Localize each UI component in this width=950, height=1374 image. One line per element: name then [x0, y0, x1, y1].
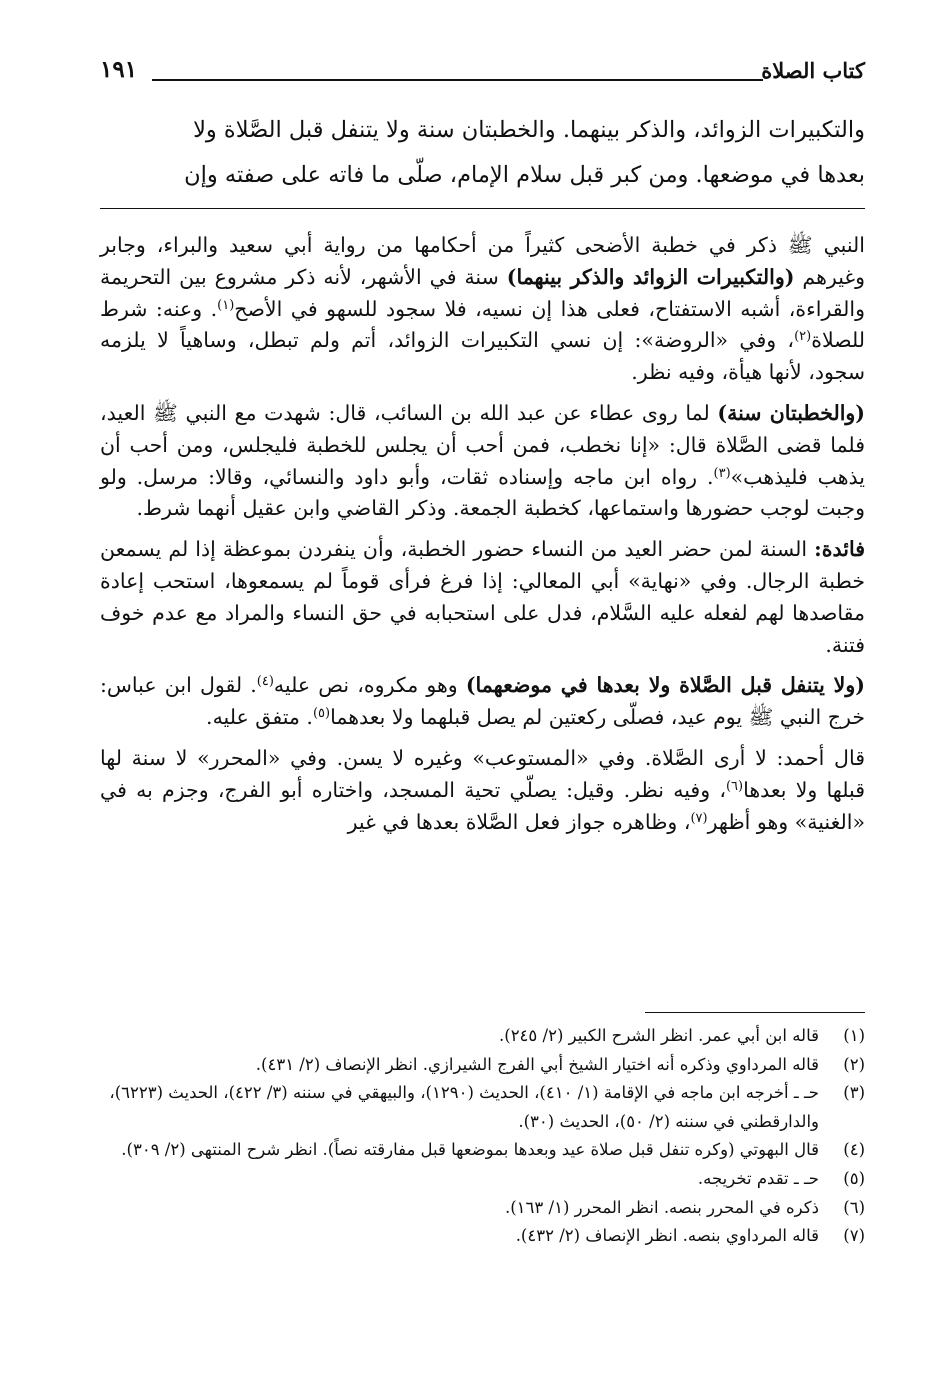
commentary-text: . متفق عليه. [206, 705, 313, 730]
running-header [100, 52, 865, 92]
footnote-number: (٥) [843, 1168, 865, 1188]
footnote-text: قال البهوتي (وكره تنفل قبل صلاة عيد وبعدها بموضعها قبل مفارقته نصاً). انظر شرح المنتهى (٢/ ٣٠٩). [121, 1140, 819, 1160]
commentary-text: . رواه ابن ماجه وإسناده ثقات، وأبو داود والنسائي، وقالا: مرسل. ولو وجبت لوجب حضورها واستماعها، كخطبة الجمعة. وذكر القاضي وابن عقيل أنهما شرط. [100, 464, 865, 521]
footnote-text: حـ ـ أخرجه ابن ماجه في الإقامة (١/ ٤١٠)، الحديث (١٢٩٠)، والبيهقي في سننه (٣/ ٤٢٢)، الحديث (٦٢٢٣)، والدارقطني في سننه (٢/ ٥٠)، الحديث (٣٠). [109, 1083, 819, 1131]
matn-quote: فائدة: [814, 537, 865, 562]
main-text-line: والتكبيرات الزوائد، والذكر بينهما. والخطبتان سنة ولا يتنفل قبل الصَّلاة ولا [193, 117, 865, 143]
commentary-paragraph [100, 670, 865, 734]
commentary-section [100, 230, 865, 847]
commentary-text: . وعنه: شرط للصلاة [100, 296, 865, 353]
footnote-text: ذكره في المحرر بنصه. انظر المحرر (١/ ١٦٣). [504, 1197, 819, 1217]
footnote [100, 1165, 865, 1194]
footnote-marker: (٦) [725, 778, 744, 794]
page-number: ١٩١ [100, 56, 138, 83]
footnote [100, 1051, 865, 1080]
commentary-text: . لقول ابن عباس: خرج النبي ﷺ يوم عيد، فصلّى ركعتين لم يصل قبلهما ولا بعدهما [100, 673, 865, 730]
footnote-number: (٢) [843, 1054, 865, 1074]
text-separator [100, 208, 865, 209]
footnote-separator [645, 1012, 865, 1013]
commentary-paragraph [100, 743, 865, 838]
matn-quote: (والتكبيرات الزوائد والذكر بينهما) [506, 264, 795, 289]
commentary-text: سنة في الأشهر، لأنه ذكر مشروع بين التحريمة والقراءة، أشبه الاستفتاح، فعلى هذا إن نسيه، فلا سجود للسهو في الأصح [100, 264, 865, 321]
footnote-text: قاله المرداوي بنصه. انظر الإنصاف (٢/ ٤٣٢). [515, 1226, 819, 1246]
footnote-marker: (٤) [256, 674, 274, 690]
commentary-text: ، وفي «الروضة»: إن نسي التكبيرات الزوائد، أتم ولم تبطل، وساهياً لا يلزمه سجود، لأنها هيأة، وفيه نظر. [100, 328, 865, 385]
footnote-number: (٧) [843, 1226, 865, 1246]
commentary-text: ، وظاهره جواز فعل الصَّلاة بعدها في غير [347, 809, 691, 834]
commentary-text: لما روى عطاء عن عبد الله بن السائب، قال: شهدت مع النبي ﷺ العيد، فلما قضى الصَّلاة قال: «إنا نخطب، فمن أحب أن يجلس للخطبة فليجلس، ومن أحب أن يذهب فليذهب» [100, 400, 865, 489]
footnote-text: حـ ـ تقدم تخريجه. [697, 1168, 819, 1188]
footnotes-section [100, 1022, 865, 1251]
commentary-text: السنة لمن حضر العيد من النساء حضور الخطبة، وأن ينفردن بموعظة إذا لم يسمعن خطبة الرجال. وفي «نهاية» أبي المعالي: إذا فرغ فرأى قوماً لم يسمعوها، استحب إعادة مقاصدها لهم لفعله عليه السَّلام، فدل على استحبابه في حق النساء والمراد مع عدم خوف فتنة. [100, 537, 865, 657]
footnote-number: (٣) [843, 1083, 865, 1103]
footnote-text: قاله ابن أبي عمر. انظر الشرح الكبير (٢/ ٢٤٥). [499, 1026, 819, 1045]
footnote [100, 1222, 865, 1251]
commentary-text: قال أحمد: لا أرى الصَّلاة. وفي «المستوعب» وغيره لا يسن. وفي «المحرر» لا سنة لها قبلها ولا بعدها [100, 745, 865, 802]
footnote-number: (٤) [843, 1140, 865, 1160]
footnote-marker: (١) [217, 297, 235, 313]
footnote [100, 1136, 865, 1165]
footnote-number: (٦) [843, 1197, 865, 1217]
footnote-marker: (٧) [690, 810, 708, 826]
footnote-marker: (٣) [713, 465, 731, 481]
commentary-text: ، وفيه نظر. وقيل: يصلّي تحية المسجد، واختاره أبو الفرج، وجزم به في «الغنية» وهو أظهر [100, 777, 865, 834]
commentary-text: وهو مكروه، نص عليه [273, 673, 466, 698]
matn-quote: (ولا يتنفل قبل الصَّلاة ولا بعدها في موضعهما) [465, 673, 865, 698]
main-text [100, 108, 865, 198]
footnote-text: قاله المرداوي وذكره أنه اختيار الشيخ أبي الفرج الشيرازي. انظر الإنصاف (٢/ ٤٣١). [255, 1054, 819, 1074]
book-title: كتاب الصلاة [761, 58, 865, 83]
footnote-marker: (٢) [794, 329, 812, 345]
footnote [100, 1079, 865, 1136]
footnote-marker: (٥) [312, 706, 331, 722]
commentary-text: النبي ﷺ ذكر في خطبة الأضحى كثيراً من أحكامها من رواية أبي سعيد والبراء، وجابر وغيرهم [100, 233, 865, 289]
main-text-line: بعدها في موضعها. ومن كبر قبل سلام الإمام، صلّى ما فاته على صفته وإن [184, 162, 865, 188]
commentary-paragraph [100, 398, 865, 525]
matn-quote: (والخطبتان سنة) [717, 400, 866, 425]
commentary-paragraph [100, 534, 865, 661]
footnote [100, 1194, 865, 1223]
footnote [100, 1022, 865, 1051]
header-rule [152, 79, 763, 81]
footnote-number: (١) [843, 1026, 865, 1045]
commentary-paragraph [100, 230, 865, 389]
